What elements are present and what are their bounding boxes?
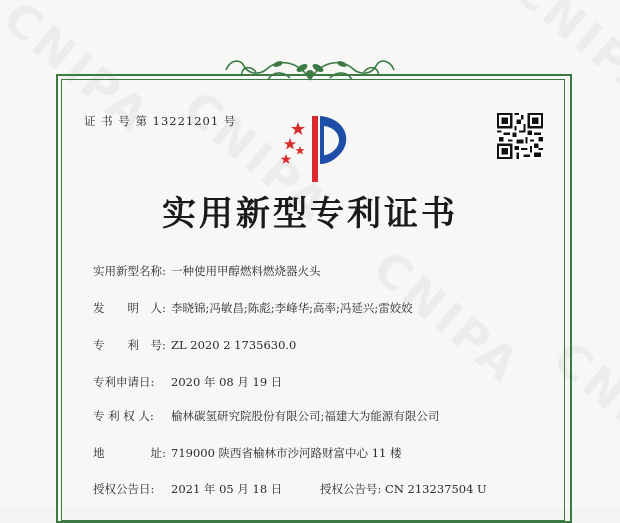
field-utility-model-name: [93, 263, 321, 279]
field-value: 李晓锦;冯敏昌;陈彪;李峰华;高率;冯延兴;雷姣姣: [171, 301, 413, 315]
field-value: ZL 2020 2 1735630.0: [171, 338, 297, 352]
field-application-date: [93, 374, 282, 390]
cnipa-logo-icon: [268, 112, 358, 184]
field-address: [93, 445, 402, 461]
field-patent-number: [93, 337, 296, 353]
floral-ornament: [220, 50, 400, 90]
field-value: 榆林碳氢研究院股份有限公司;福建大为能源有限公司: [171, 409, 440, 423]
field-value: 719000 陕西省榆林市沙河路财富中心 11 楼: [171, 446, 402, 460]
field-label: 地 址:: [93, 446, 166, 460]
field-patentee: [93, 408, 439, 424]
qr-code-icon: [497, 113, 543, 159]
field-value: CN 213237504 U: [385, 482, 487, 496]
field-value: 一种使用甲醇燃料燃烧器火头: [171, 264, 321, 278]
field-label: 授权公告日:: [93, 482, 155, 496]
field-value: 2021 年 05 月 18 日: [171, 482, 283, 496]
certificate-number: 证 书 号 第 13221201 号: [84, 114, 237, 128]
field-label: 发 明 人:: [93, 301, 166, 315]
field-label: 实用新型名称:: [93, 264, 166, 278]
field-label: 专 利 号:: [93, 338, 166, 352]
field-value: 2020 年 08 月 19 日: [171, 375, 283, 389]
field-grant-number: [320, 481, 487, 497]
field-inventors: [93, 300, 413, 316]
field-grant-date: [93, 481, 282, 497]
field-label: 授权公告号:: [320, 482, 382, 496]
field-label: 专 利 权 人:: [93, 409, 154, 423]
certificate-title: 实用新型专利证书: [162, 194, 458, 234]
field-label: 专利申请日:: [93, 375, 155, 389]
